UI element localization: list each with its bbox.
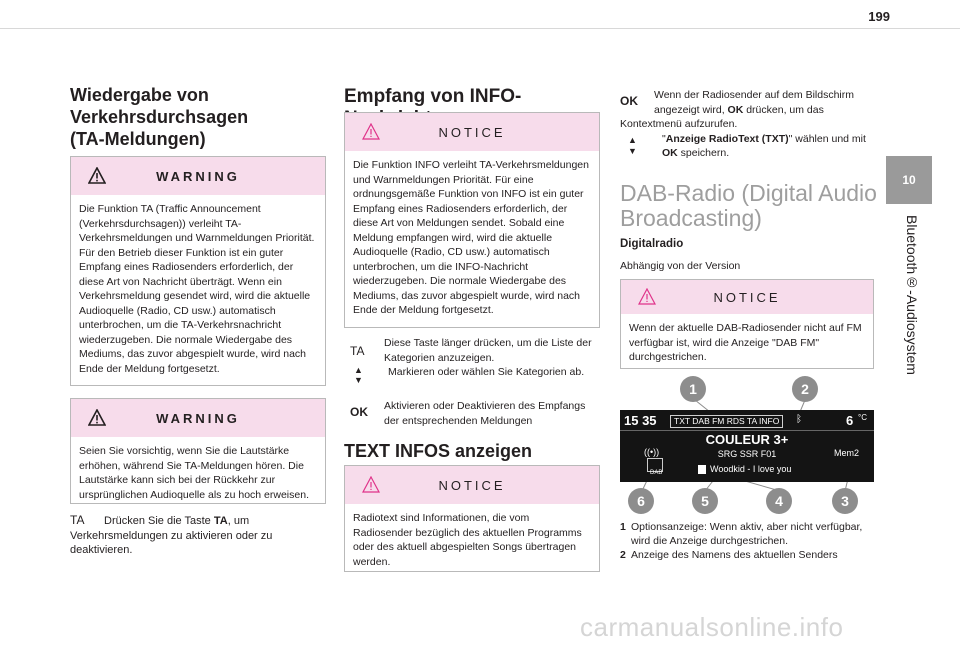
notice-header [345, 466, 599, 504]
ta-text-bold: TA [213, 515, 228, 527]
notice-label: NOTICE [713, 289, 781, 305]
warning-triangle-icon [88, 409, 106, 426]
dab-display-figure [620, 376, 874, 514]
ta-row [350, 336, 600, 365]
ensemble-name: SRG SSR F01 [717, 449, 777, 459]
notice-triangle-icon [638, 288, 656, 305]
temperature-unit: °C [858, 413, 867, 422]
callout-badge: 2 [792, 376, 818, 402]
callout-badge: 5 [692, 488, 718, 514]
legend-item: 2 Anzeige des Namens des aktuellen Senders [620, 549, 838, 561]
heading-ta [70, 84, 330, 150]
heading-text-infos: TEXT INFOS anzeigen [344, 441, 533, 461]
arrows-text: Markieren oder wählen Sie Kategorien ab. [388, 366, 585, 378]
heading-line: Wiedergabe von [70, 85, 209, 105]
dab-title: DAB-Radio (Digital Audio Broadcasting) [620, 180, 877, 231]
notice-label: NOTICE [438, 477, 506, 493]
station-name: COULEUR 3+ [705, 432, 789, 447]
version-text: Abhängig von der Version [620, 260, 741, 272]
notice-text: Radiotext sind Informationen, die vom Radiosender bezüglich des aktuellen Programms oder des aktuell abgespielten Songs übertragen werden. [353, 512, 582, 568]
warning-box-1 [70, 156, 326, 386]
ok-key-icon: OK [350, 405, 368, 419]
arrows-row: ▲ ▼ "Anzeige RadioText (TXT)" wählen und mit OK speichern. [620, 132, 872, 161]
up-down-arrows-icon: ▲ ▼ [354, 365, 363, 385]
status-bar: TXT DAB FM RDS TA INFO [670, 415, 783, 428]
text-icon [698, 465, 706, 474]
radiotext-line: Woodkid - I love you [710, 464, 792, 474]
ta-key-icon: TA [350, 344, 365, 358]
warning-text: Die Funktion TA (Traffic Announcement (Verkehrsdurchsagen)) verleiht TA-Verkehrsmeldungen und Warnmeldungen Priorität. Für den Betrieb dieser Funktion ist ein guter Empfang eines Radiosenders erforderlich, der diese Art von Nachricht überträgt. Wenn ein Verkehrsmeldung gesendet wird, wird die aktuelle Audioquelle (Radio, CD usw.) automatisch unterbrochen, um die TA-Verkehrsnachricht wiederzugeben. Die normale Wiedergabe des Mediums, das zuvor abgespielt wurde, wird nach Ende der Meldung fortgesetzt. [79, 203, 315, 375]
heading-line: (TA-Meldungen) [70, 129, 206, 149]
ta-text: Diese Taste länger drücken, um die Liste der Kategorien anzuzeigen. [384, 337, 592, 364]
ok-text: Aktivieren oder Deaktivieren des Empfangs der entsprechenden Meldungen [384, 400, 586, 427]
warning-label: WARNING [156, 168, 240, 184]
info-controls [350, 336, 600, 428]
ta-key-icon: TA [70, 513, 85, 527]
arrows-row [350, 365, 600, 385]
clock-text: 15 35 [624, 413, 657, 428]
ok-row [350, 399, 600, 428]
notice-box-3 [620, 279, 874, 369]
warning-triangle-icon [88, 167, 106, 184]
legend-item: 1 Optionsanzeige: Wenn aktiv, aber nicht verfügbar, wird die Anzeige durchgestrichen. [620, 521, 863, 547]
bluetooth-icon: ᛒ [796, 414, 802, 425]
heading-info: Empfang von INFO- [344, 86, 522, 107]
dab-label: DAB [650, 470, 663, 476]
ok-text-cont: Kontextmenü aufzurufen. [620, 118, 738, 130]
ok-instruction: OK Wenn der Radiosender auf dem Bildschirm angezeigt wird, OK drücken, um das Kontextmenü aufzurufen. ▲ ▼ "Anzeige RadioText (TXT)" wählen und mit OK speichern. [620, 88, 872, 161]
up-down-arrows-icon: ▲ ▼ [628, 134, 637, 156]
warning-header [71, 157, 325, 195]
warning-text: Seien Sie vorsichtig, wenn Sie die Lautstärke erhöhen, während Sie TA-Meldungen hören. Die Lautstärke kann sich bei der Rückkehr zur ursprünglichen Audioquelle als zu hoch erweisen. [79, 445, 309, 501]
page-number: 199 [868, 9, 890, 24]
notice-triangle-icon [362, 476, 380, 493]
digitalradio-subheading: Digitalradio [620, 238, 684, 250]
temperature-value: 6 [846, 413, 854, 428]
notice-triangle-icon [362, 123, 380, 140]
callout-badge: 1 [680, 376, 706, 402]
memory-slot: Mem2 [834, 448, 860, 458]
notice-header [621, 280, 873, 314]
chapter-side-title: Bluetooth®-Audiosystem [904, 215, 920, 375]
radio-screen [620, 410, 874, 482]
chapter-tab: 10 [886, 156, 932, 204]
notice-label: NOTICE [438, 124, 506, 140]
legend-list [620, 520, 874, 562]
warning-box-2 [70, 398, 326, 504]
header-rule [0, 28, 960, 29]
warning-label: WARNING [156, 410, 240, 426]
heading-line: Verkehrsdurchsagen [70, 107, 249, 127]
callout-badge: 3 [832, 488, 858, 514]
callout-badge: 4 [766, 488, 792, 514]
ok-key-icon: OK [620, 94, 638, 108]
notice-header [345, 113, 599, 151]
notice-text: Die Funktion INFO verleiht TA-Verkehrsmeldungen und Warnmeldungen Priorität. Für eine ordnungsgemäße Funktion von INFO ist ein guter Empfang eines Radiosenders erforderlich, der diese Art von Meldungen sendet. Sobald eine Meldung empfangen wird, wird die aktuelle Audioquelle (Radio, CD usw.) automatisch unterbrochen, um die INFO-Nachricht wiederzugeben. Die normale Wiedergabe des Mediums, das zuvor abgespielt wurde, wird nach Ende der Meldung fortgesetzt. [353, 159, 589, 316]
notice-box-1 [344, 112, 600, 328]
notice-box-2 [344, 465, 600, 572]
watermark: carmanualsonline.info [580, 612, 844, 642]
warning-header [71, 399, 325, 437]
ta-text: Drücken Sie die Taste [104, 515, 214, 527]
signal-icon: ((•)) [644, 447, 660, 457]
callout-badge: 6 [628, 488, 654, 514]
ta-instruction [70, 513, 326, 558]
notice-text: Wenn der aktuelle DAB-Radiosender nicht auf FM verfügbar ist, wird die Anzeige "DAB FM" durchgestrichen. [629, 322, 862, 363]
ta-text: , um Verkehrsmeldungen zu aktivieren oder zu deaktivieren. [70, 515, 273, 556]
